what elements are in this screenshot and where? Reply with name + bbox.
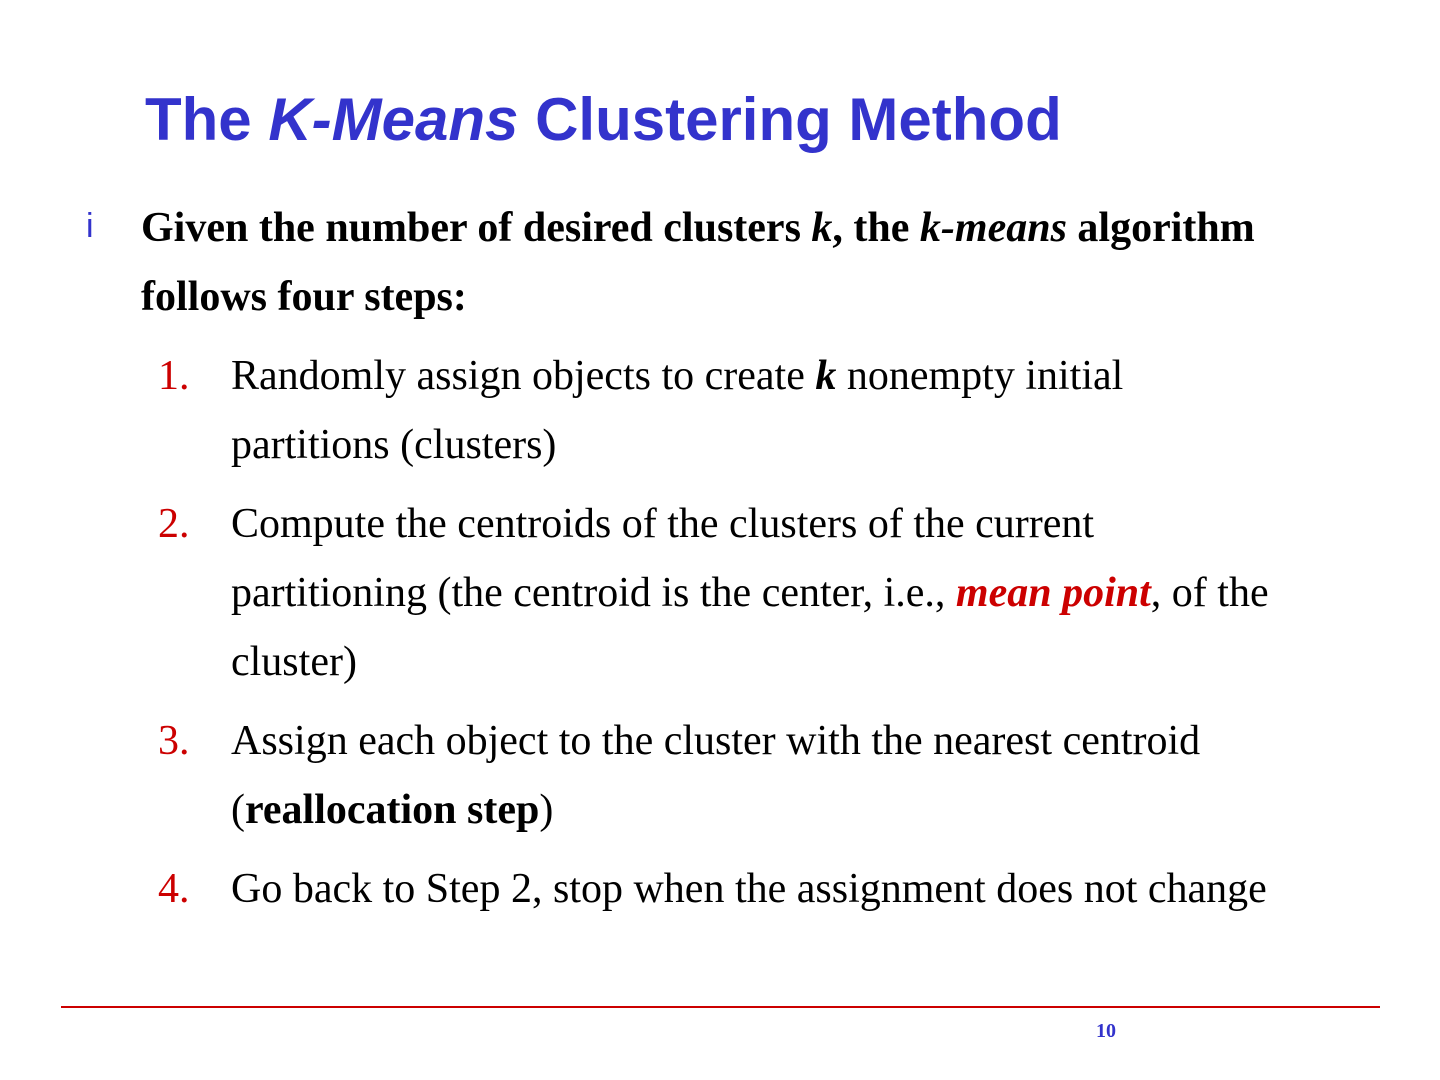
slide-title-suffix: Clustering Method <box>518 86 1062 153</box>
intro-paragraph <box>141 194 1291 332</box>
step-item-3 <box>0 707 1291 845</box>
step-item-4 <box>0 855 1291 924</box>
step-number: 2. <box>158 501 190 547</box>
slide-title <box>145 84 1062 156</box>
step-text: Go back to Step 2, stop when the assignment does not change <box>231 866 1267 912</box>
step-text: Assign each object to the cluster with the nearest centroid ( <box>231 718 1201 833</box>
intro-text-1: Given the number of desired clusters <box>141 205 812 251</box>
page-number: 10 <box>1096 1020 1116 1042</box>
step-text: Compute the centroids of the clusters of the current partitioning (the centroid is the center, i.e., <box>231 501 1095 616</box>
reallocation-step-bold: reallocation step <box>245 787 540 833</box>
step-text: ) <box>539 787 554 833</box>
step-text: nonempty initial partitions (clusters) <box>231 353 1124 468</box>
steps-list <box>0 342 1440 934</box>
intro-k: k <box>811 205 833 251</box>
bullet-marker: i <box>86 207 94 245</box>
step-text: , of the cluster) <box>231 570 1269 685</box>
slide-title-prefix: The <box>145 86 269 153</box>
intro-text-3: algorithm follows four steps: <box>141 205 1255 320</box>
step-number: 1. <box>158 353 190 399</box>
step-text: Randomly assign objects to create <box>231 353 816 399</box>
step-item-1 <box>0 342 1291 480</box>
step-item-2 <box>0 490 1291 697</box>
footer-rule <box>61 1006 1380 1008</box>
intro-text-2: , the <box>832 205 920 251</box>
slide-title-emphasis: K-Means <box>268 86 519 153</box>
step-k: k <box>815 353 837 399</box>
step-number: 4. <box>158 866 190 912</box>
intro-kmeans: k-means <box>919 205 1067 251</box>
mean-point-emphasis: mean point <box>955 570 1151 616</box>
step-number: 3. <box>158 718 190 764</box>
